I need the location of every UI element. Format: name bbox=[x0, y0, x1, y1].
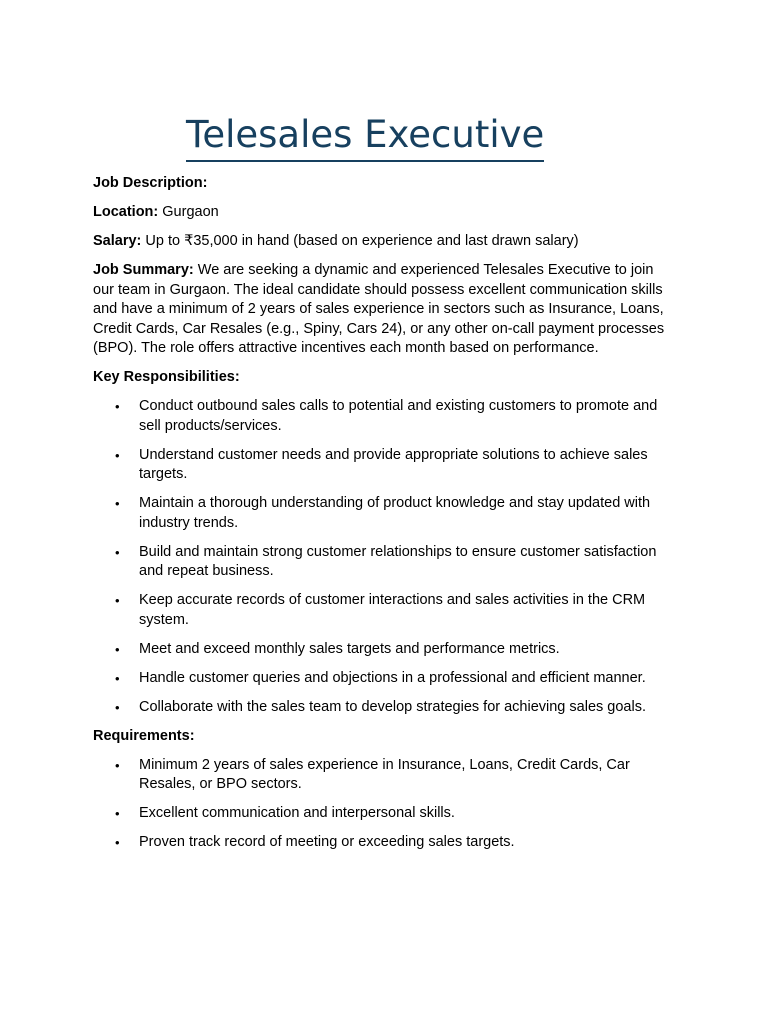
job-description-heading bbox=[93, 174, 673, 194]
bullet-icon: • bbox=[115, 641, 120, 657]
list-item-text: Conduct outbound sales calls to potential and existing customers to promote and sell products/services. bbox=[139, 398, 658, 434]
job-summary-paragraph bbox=[93, 261, 673, 359]
document-body bbox=[93, 174, 673, 862]
list-item-text: Minimum 2 years of sales experience in Insurance, Loans, Credit Cards, Car Resales, or BPO sectors. bbox=[139, 756, 630, 792]
list-item-text: Keep accurate records of customer interactions and sales activities in the CRM system. bbox=[139, 592, 646, 628]
list-item-text: Excellent communication and interpersonal skills. bbox=[139, 805, 455, 821]
list-item bbox=[93, 591, 673, 630]
list-item bbox=[93, 669, 673, 689]
requirements-heading-line bbox=[93, 727, 673, 747]
list-item bbox=[93, 698, 673, 718]
bullet-icon: • bbox=[115, 399, 120, 414]
list-item-text: Maintain a thorough understanding of product knowledge and stay updated with industry trends. bbox=[139, 495, 651, 531]
list-item-text: Proven track record of meeting or exceeding sales targets. bbox=[139, 834, 515, 850]
job-summary-text: We are seeking a dynamic and experienced Telesales Executive to join our team in Gurgaon. The ideal candidate should possess excellent communication skills and have a minimum of 2 years of sales experience in sectors such as Insurance, Loans, Credit Cards, Car Resales (e.g., Spiny, Cars 24), or any other on-call payment processes (BPO). The role offers attractive incentives each month based on performance. bbox=[93, 262, 665, 356]
list-item bbox=[93, 494, 673, 533]
requirements-list bbox=[93, 756, 673, 853]
list-item bbox=[93, 397, 673, 436]
responsibilities-heading: Key Responsibilities: bbox=[93, 369, 240, 385]
job-summary-label: Job Summary: bbox=[93, 262, 194, 278]
page-title: Telesales Executive bbox=[186, 112, 544, 162]
bullet-icon: • bbox=[115, 806, 120, 821]
salary-label: Salary: bbox=[93, 233, 142, 249]
requirements-heading: Requirements: bbox=[93, 727, 195, 744]
salary-value: Up to ₹35,000 in hand (based on experience and last drawn salary) bbox=[145, 233, 579, 249]
list-item bbox=[93, 804, 673, 824]
list-item-text: Build and maintain strong customer relationships to ensure customer satisfaction and repeat business. bbox=[139, 543, 657, 579]
list-item bbox=[93, 446, 673, 485]
bullet-icon: • bbox=[115, 835, 120, 850]
bullet-icon: • bbox=[115, 496, 120, 511]
bullet-icon: • bbox=[115, 699, 120, 715]
list-item-text: Understand customer needs and provide appropriate solutions to achieve sales targets. bbox=[139, 446, 648, 482]
bullet-icon: • bbox=[115, 670, 120, 686]
bullet-icon: • bbox=[115, 757, 120, 773]
responsibilities-heading-line bbox=[93, 368, 673, 388]
location-value: Gurgaon bbox=[162, 204, 219, 220]
list-item bbox=[93, 756, 673, 795]
salary-line bbox=[93, 232, 673, 252]
list-item bbox=[93, 640, 673, 660]
list-item-text: Collaborate with the sales team to develop strategies for achieving sales goals. bbox=[139, 698, 646, 715]
bullet-icon: • bbox=[115, 593, 120, 608]
list-item bbox=[93, 833, 673, 853]
responsibilities-list bbox=[93, 397, 673, 717]
list-item-text: Handle customer queries and objections in a professional and efficient manner. bbox=[139, 669, 646, 686]
title-block bbox=[186, 112, 544, 162]
bullet-icon: • bbox=[115, 447, 120, 463]
list-item-text: Meet and exceed monthly sales targets and performance metrics. bbox=[139, 640, 560, 657]
location-line bbox=[93, 203, 673, 223]
list-item bbox=[93, 543, 673, 582]
bullet-icon: • bbox=[115, 544, 120, 560]
job-description-label: Job Description: bbox=[93, 175, 208, 191]
location-label: Location: bbox=[93, 204, 159, 220]
